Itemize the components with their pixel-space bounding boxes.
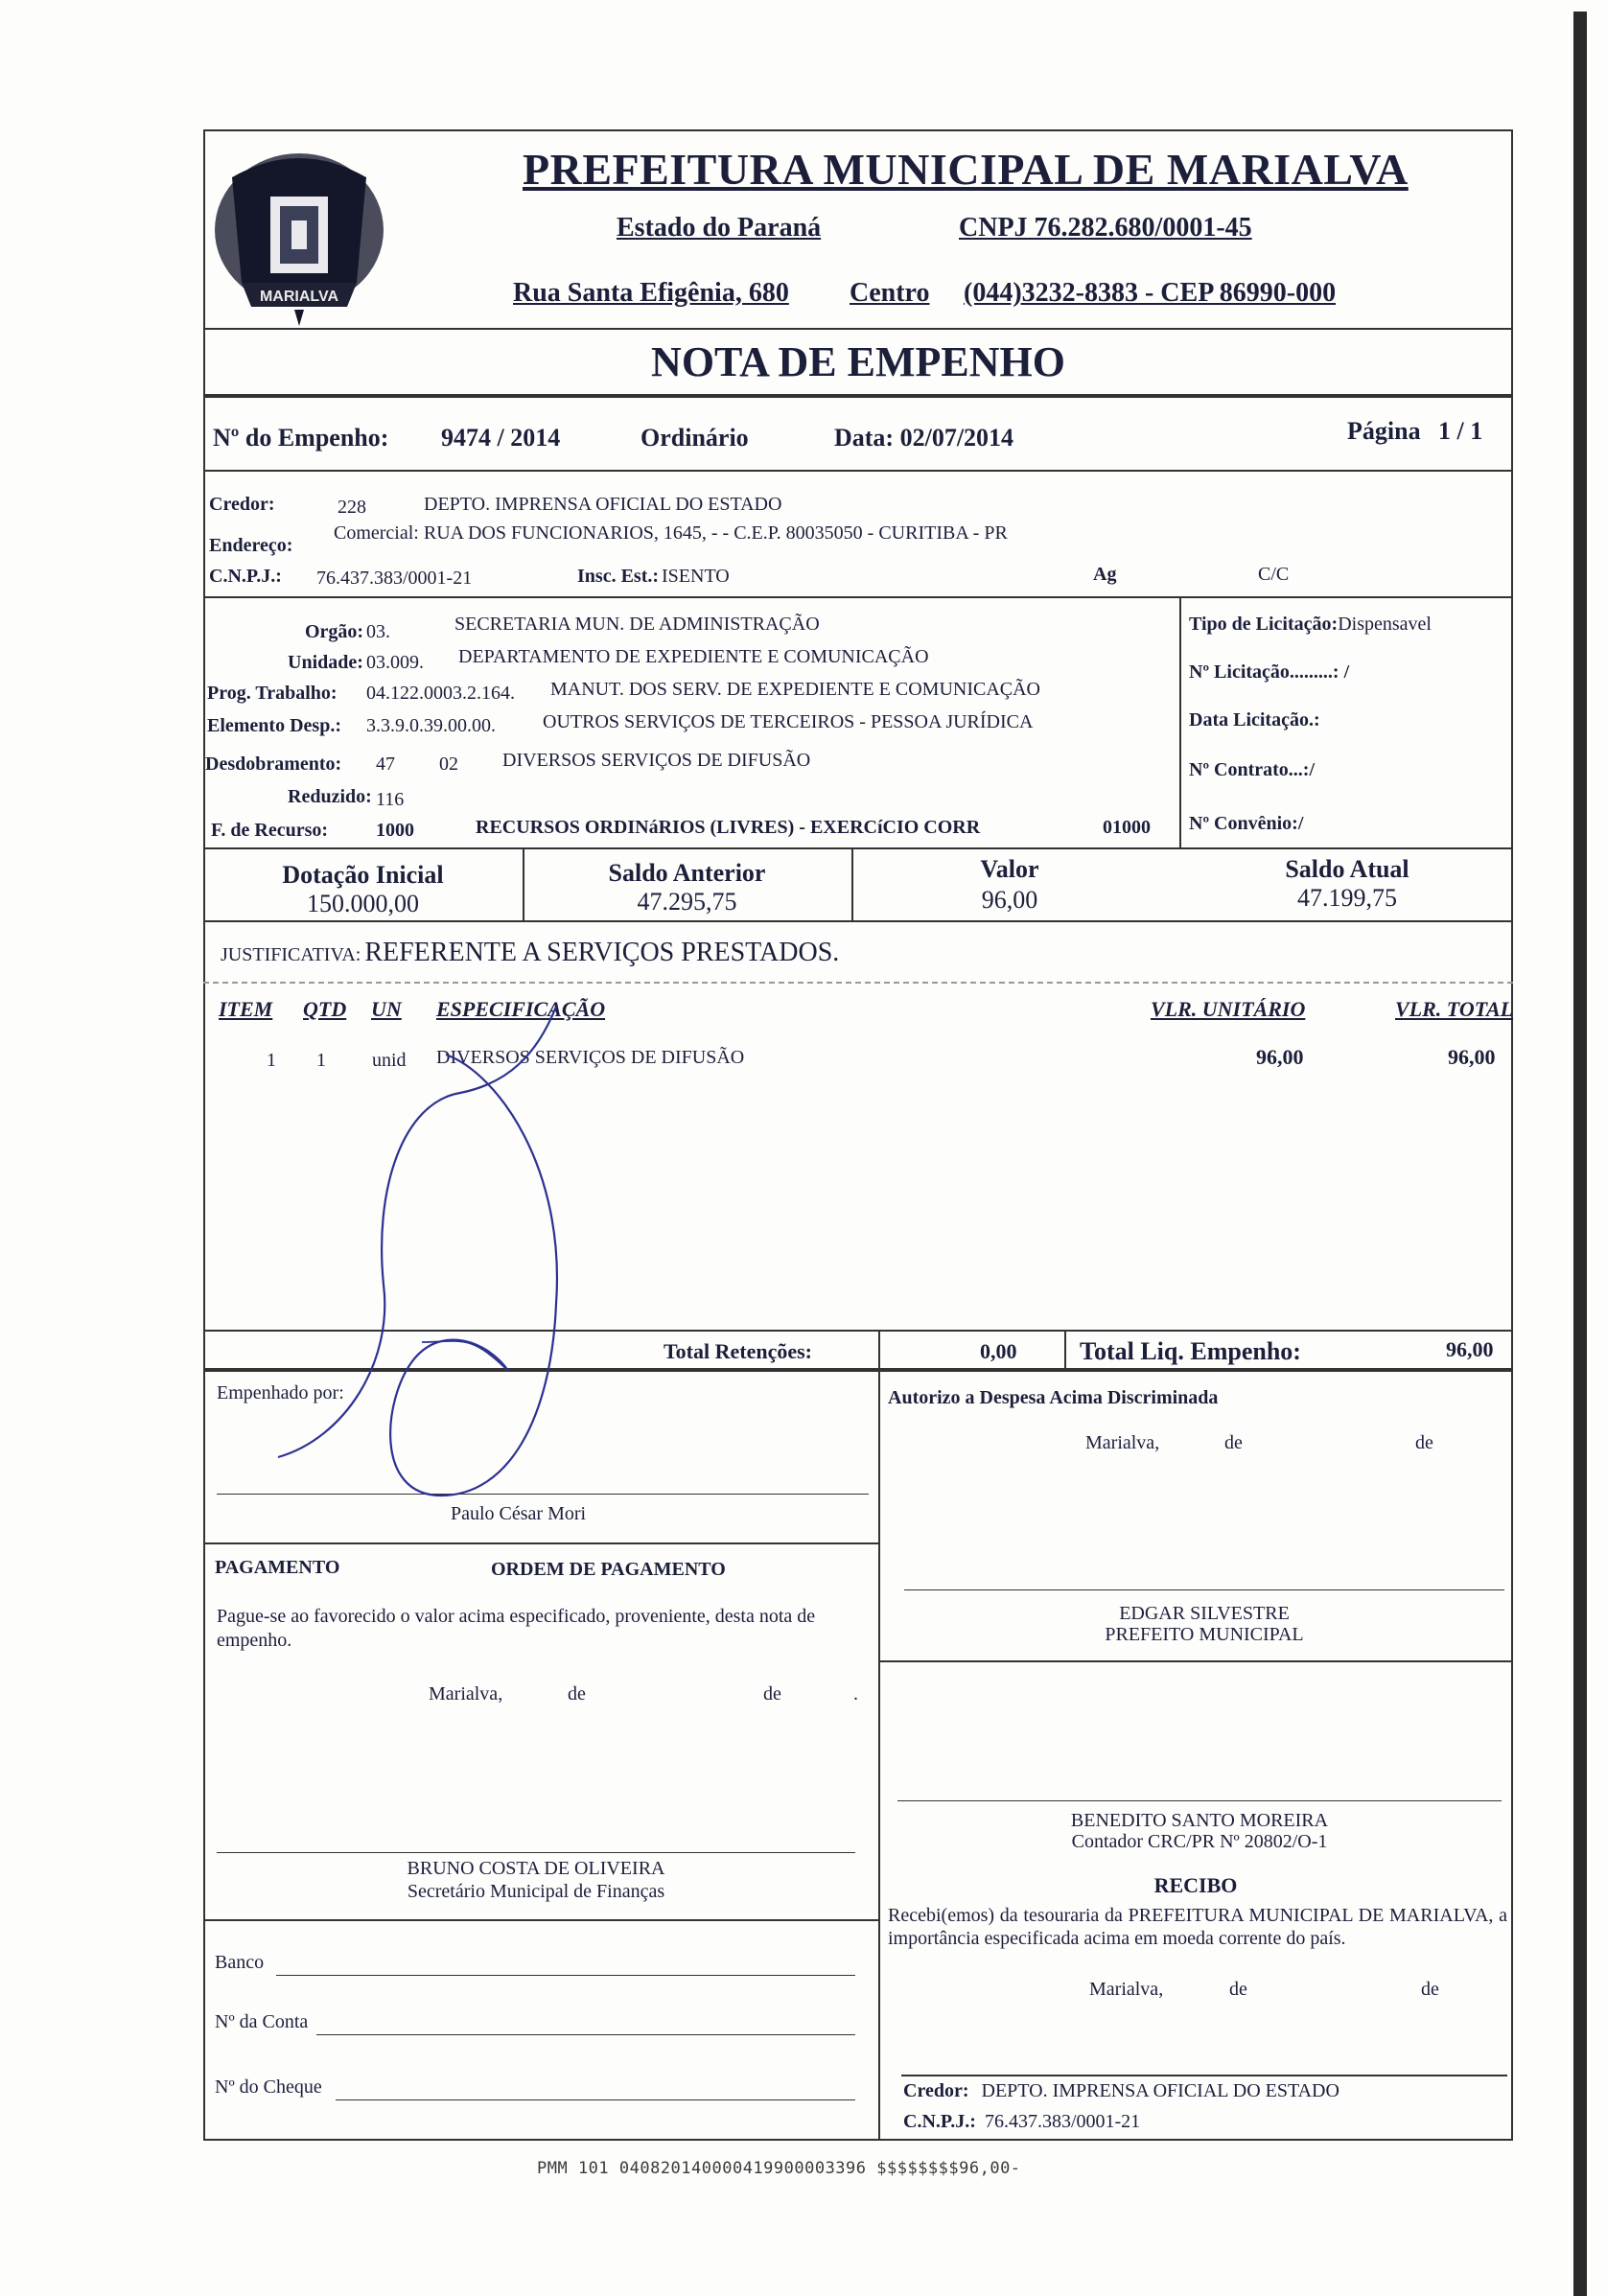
elemento-code: 3.3.9.0.39.00.00. [366,715,496,736]
justificativa [221,938,839,968]
divider [203,596,1513,598]
recurso-code: 1000 [376,820,414,841]
footer-credor [903,2080,1339,2102]
retencoes-value: 0,00 [980,1339,1017,1363]
divider [203,920,1513,922]
empenho-number: 9474 / 2014 [441,424,561,452]
phone-cep: (044)3232-8383 - CEP 86990-000 [964,278,1337,308]
prog-code: 04.122.0003.2.164. [366,683,515,704]
recibo-de1: de [1229,1979,1247,2000]
recibo-label: RECIBO [1153,1873,1238,1897]
reduzido-value: 116 [376,789,405,810]
recurso-label: F. de Recurso: [211,820,329,841]
saldo-atual-label: Saldo Atual [1285,855,1409,883]
divider [878,1660,1513,1662]
banco-field[interactable] [276,1975,855,1976]
street-address: Rua Santa Efigênia, 680 [513,278,789,308]
licitacao-type-value: Dispensavel [1338,614,1432,635]
state-name: Estado do Paraná [617,213,822,243]
payment-stamp: PMM 101 040820140000419900003396 $$$$$$$$96,00- [537,2159,1021,2178]
row-total-value: 96,00 [1448,1045,1496,1069]
licitacao-date: Data Licitação.: [1189,709,1320,731]
empenho-type: Ordinário [640,424,749,452]
dotacao-label: Dotação Inicial [282,861,444,889]
conta-field[interactable] [316,2034,855,2035]
footer-cnpj-label: C.N.P.J.: [903,2111,976,2132]
prefeito-name: EDGAR SILVESTRE [1119,1603,1290,1624]
col-item: ITEM [219,997,273,1021]
signature-line [904,1589,1504,1590]
credor-code: 228 [338,497,366,518]
endereco-label: Endereço: [209,535,293,556]
row-spec: DIVERSOS SERVIÇOS DE DIFUSÃO [436,1047,745,1068]
desdobramento-label: Desdobramento: [205,754,342,775]
desdobramento-name: DIVERSOS SERVIÇOS DE DIFUSÃO [502,750,811,771]
orgao-label: Orgão: [305,621,364,642]
elemento-label: Elemento Desp.: [207,715,341,736]
empenhado-name: Paulo César Mori [451,1503,587,1524]
divider [1064,1330,1066,1368]
saldo-atual-value: 47.199,75 [1297,884,1397,912]
autorizo-label: Autorizo a Despesa Acima Discriminada [888,1387,1219,1408]
contador-role: Contador CRC/PR Nº 20802/O-1 [1071,1831,1328,1852]
pagamento-de1: de [568,1683,586,1705]
divider [203,1542,878,1544]
row-item: 1 [267,1050,276,1071]
city-cnpj: CNPJ 76.282.680/0001-45 [959,213,1252,243]
secretario-name: BRUNO COSTA DE OLIVEIRA [407,1858,665,1879]
unidade-name: DEPARTAMENTO DE EXPEDIENTE E COMUNICAÇÃO [458,646,929,667]
contador-name: BENEDITO SANTO MOREIRA [1070,1810,1329,1831]
divider [203,847,1513,849]
desdobramento-b: 02 [439,754,458,775]
unidade-label: Unidade: [288,652,363,673]
divider [203,1919,878,1921]
pagamento-dot: . [853,1683,858,1705]
ordem-pagamento-label: ORDEM DE PAGAMENTO [491,1559,726,1580]
licitacao-number: Nº Licitação.........: / [1189,661,1350,683]
saldo-anterior-label: Saldo Anterior [608,859,766,887]
licitacao-type-label: Tipo de Licitação: [1189,614,1339,635]
municipality-title: PREFEITURA MUNICIPAL DE MARIALVA [523,145,1409,194]
credor-label: Credor: [209,494,275,515]
account-label: C/C [1258,564,1290,585]
footer-credor-label: Credor: [903,2080,969,2101]
pagamento-label: PAGAMENTO [215,1557,340,1578]
prog-name: MANUT. DOS SERV. DE EXPEDIENTE E COMUNICAÇÃO [550,679,1040,700]
divider [1179,596,1181,847]
creditor-cnpj: 76.437.383/0001-21 [316,568,473,589]
col-spec: ESPECIFICAÇÃO [436,997,606,1021]
dotacao-value: 150.000,00 [307,890,419,917]
justificativa-label: JUSTIFICATIVA: [221,944,361,965]
scan-edge [1573,12,1587,2296]
prefeito-role: PREFEITO MUNICIPAL [1105,1624,1304,1645]
autorizo-de2: de [1415,1432,1433,1453]
col-total-value: VLR. TOTAL [1395,997,1514,1021]
banco-label: Banco [215,1952,265,1973]
col-unit-value: VLR. UNITÁRIO [1151,997,1306,1021]
cheque-field[interactable] [336,2099,855,2100]
liquid-value: 96,00 [1446,1337,1494,1361]
pagamento-de2: de [763,1683,781,1705]
justificativa-text: REFERENTE A SERVIÇOS PRESTADOS. [364,938,840,967]
footer-credor-name: DEPTO. IMPRENSA OFICIAL DO ESTADO [981,2080,1339,2101]
prog-label: Prog. Trabalho: [207,683,338,704]
empenho-date: Data: 02/07/2014 [834,424,1014,452]
cheque-label: Nº do Cheque [215,2076,322,2098]
orgao-name: SECRETARIA MUN. DE ADMINISTRAÇÃO [454,614,820,635]
secretario-role: Secretário Municipal de Finanças [407,1881,665,1902]
divider [203,394,1513,398]
divider [203,328,1513,330]
reduzido-label: Reduzido: [288,786,372,807]
convenio-number: Nº Convênio:/ [1189,813,1304,834]
recibo-de2: de [1421,1979,1439,2000]
municipal-seal [203,139,395,336]
row-qtd: 1 [316,1050,326,1071]
cnpj-label: C.N.P.J.: [209,566,282,587]
empenhado-label: Empenhado por: [217,1382,344,1403]
saldo-anterior-value: 47.295,75 [637,888,737,916]
valor-label: Valor [980,855,1039,883]
insc-label: Insc. Est.: [577,566,660,587]
page-number: 1 / 1 [1438,417,1483,445]
autorizo-place: Marialva, [1085,1432,1160,1453]
col-qtd: QTD [303,997,347,1021]
licitacao-type [1189,614,1432,636]
recurso-name: RECURSOS ORDINáRIOS (LIVRES) - EXERCíCIO CORR [476,817,981,838]
recurso-number: 01000 [1103,817,1151,838]
pagamento-text: Pague-se ao favorecido o valor acima especificado, proveniente, desta nota de empenho. [217,1606,816,1651]
autorizo-de1: de [1224,1432,1243,1453]
conta-label: Nº da Conta [215,2011,309,2032]
footer-cnpj-value: 76.437.383/0001-21 [984,2111,1141,2132]
document-title: NOTA DE EMPENHO [651,338,1065,385]
divider [878,1330,880,1368]
valor-value: 96,00 [981,886,1038,914]
signature-line [217,1852,855,1853]
page-label: Página [1347,417,1421,445]
footer-cnpj [903,2111,1140,2133]
col-un: UN [371,997,402,1021]
insc-value: ISENTO [662,566,730,587]
handwritten-signature [268,997,633,1515]
orgao-code: 03. [366,621,390,642]
pagamento-place: Marialva, [429,1683,503,1705]
desdobramento-a: 47 [376,754,395,775]
contrato-number: Nº Contrato...:/ [1189,759,1316,780]
divider [203,982,1513,984]
liquid-label: Total Liq. Empenho: [1080,1337,1301,1365]
divider [203,470,1513,472]
endereco: Comercial: RUA DOS FUNCIONARIOS, 1645, - - C.E.P. 80035050 - CURITIBA - PR [334,522,1008,544]
credor-name: DEPTO. IMPRENSA OFICIAL DO ESTADO [424,494,782,515]
divider [878,1368,880,2141]
recibo-text: Recebi(emos) da tesouraria da PREFEITURA MUNICIPAL DE MARIALVA, a importância especificada acima em moeda corrente do país. [888,1905,1507,1949]
unidade-code: 03.009. [366,652,424,673]
retencoes-label: Total Retenções: [664,1339,812,1363]
row-unit-value: 96,00 [1256,1045,1304,1069]
elemento-name: OUTROS SERVIÇOS DE TERCEIROS - PESSOA JURÍDICA [543,711,1034,732]
recibo-place: Marialva, [1089,1979,1164,2000]
row-un: unid [372,1050,407,1071]
svg-text:MARIALVA: MARIALVA [259,289,339,305]
signature-line [897,1800,1502,1801]
district-name: Centro [850,278,930,308]
divider [901,2075,1507,2076]
agency-label: Ag [1093,564,1117,585]
empenho-number-label: Nº do Empenho: [213,424,389,452]
